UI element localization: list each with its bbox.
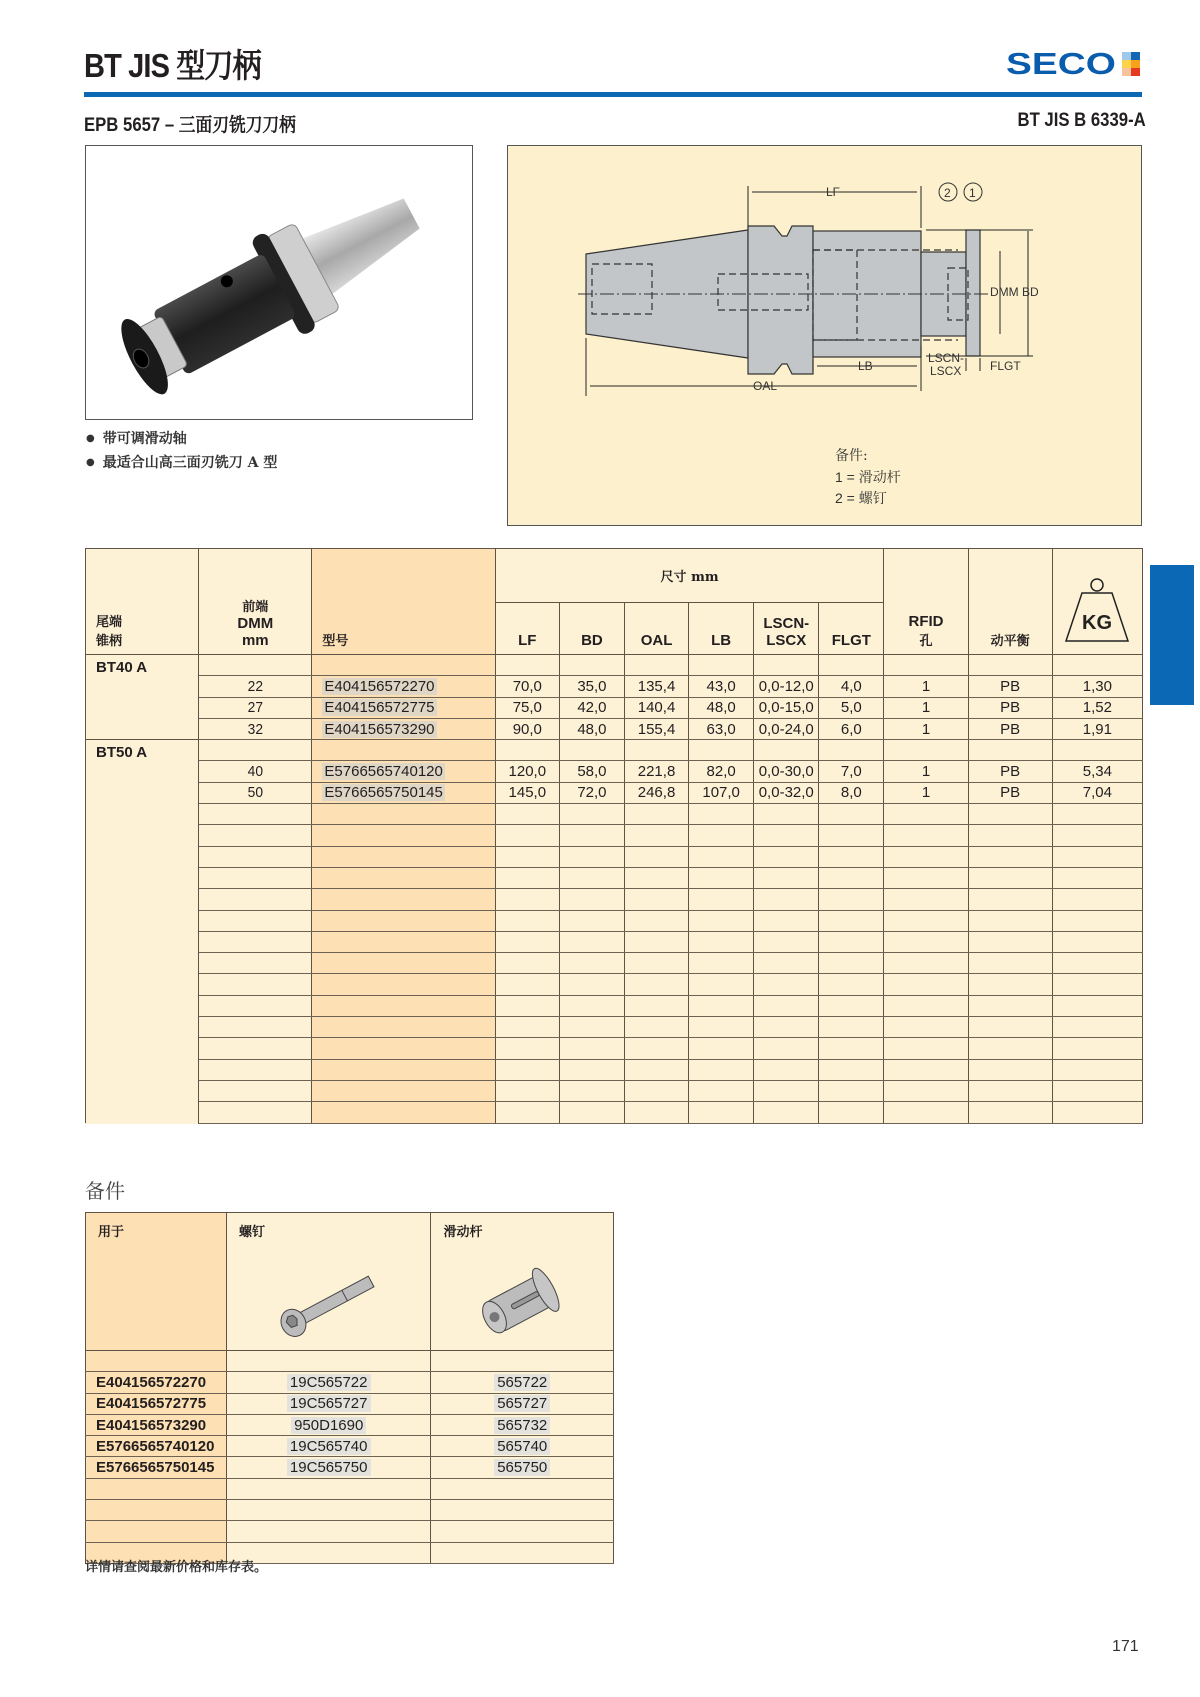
- callout-2: 2: [944, 186, 951, 200]
- dim-lf: LF: [826, 185, 841, 199]
- col-oal: OAL: [624, 603, 688, 655]
- empty-row: [86, 1080, 1143, 1101]
- feature-item: ● 最适合山高三面刃铣刀 A 型: [86, 452, 277, 476]
- dim-oal: OAL: [753, 379, 778, 393]
- page-title: BT JIS 型刀柄: [84, 47, 261, 84]
- accessories-table: [85, 1212, 614, 1564]
- product-photo: [85, 145, 473, 420]
- product-subtitle: EPB 5657 – 三面刃铣刀刀柄: [84, 115, 296, 136]
- brand-color-mark-icon: [1122, 52, 1140, 76]
- table-row[interactable]: E404156573290 950D1690 565732: [86, 1414, 614, 1435]
- empty-row: [86, 867, 1143, 888]
- empty-row: [86, 1017, 1143, 1038]
- empty-row: [86, 931, 1143, 952]
- col-code: 型号: [312, 549, 495, 655]
- toolholder-image-icon: [86, 146, 471, 418]
- page-number: 171: [1112, 1638, 1139, 1655]
- col-dmm: 前端 DMM mm: [199, 549, 312, 655]
- empty-row: [86, 910, 1143, 931]
- legend-item-1: 1 = 滑动杆: [835, 469, 901, 485]
- table-row[interactable]: E5766565750145 19C565750 565750: [86, 1457, 614, 1478]
- empty-row: [86, 995, 1143, 1016]
- empty-row: [86, 825, 1143, 846]
- table-row[interactable]: 50 E5766565750145 145,0 72,0 246,8 107,0 0,0-32,0 8,0 1 PB 7,04: [86, 782, 1143, 803]
- feature-item: ● 带可调滑动轴: [86, 428, 277, 452]
- product-code: E404156572775: [324, 699, 435, 717]
- toolholder-dimension-drawing-icon: [508, 146, 1140, 436]
- col-slide: 滑动杆: [431, 1213, 614, 1351]
- empty-row: [86, 1102, 1143, 1123]
- legend-heading: 备件:: [835, 448, 868, 464]
- col-lscn: LSCN- LSCX: [754, 603, 819, 655]
- col-lf: LF: [495, 603, 559, 655]
- section-tab: [1150, 565, 1194, 705]
- accessories-title: 备件: [85, 1179, 125, 1203]
- empty-row: [86, 1500, 614, 1521]
- group-row: [86, 740, 1143, 761]
- empty-row: [86, 804, 1143, 825]
- header-rule: [84, 92, 1142, 97]
- product-code: E404156572270: [324, 677, 435, 695]
- group-row: [86, 655, 1143, 676]
- col-group-dimensions: 尺寸 mm: [495, 549, 884, 603]
- empty-row: [86, 1521, 614, 1542]
- dim-dmm-bd: DMM BD: [990, 285, 1039, 299]
- empty-row: [86, 1351, 614, 1372]
- empty-row: [86, 889, 1143, 910]
- callout-1: 1: [969, 186, 976, 200]
- empty-row: [86, 1038, 1143, 1059]
- empty-row: [86, 1059, 1143, 1080]
- dim-lb: LB: [858, 359, 873, 373]
- table-row[interactable]: E404156572270 19C565722 565722: [86, 1372, 614, 1393]
- table-row[interactable]: 22 E404156572270 70,0 35,0 135,4 43,0 0,0-12,0 4,0 1 PB 1,30: [86, 676, 1143, 697]
- table-row[interactable]: E5766565740120 19C565740 565740: [86, 1436, 614, 1457]
- shank-group-label: BT40 A: [86, 655, 199, 740]
- feature-list: [86, 428, 277, 476]
- col-shank: 尾端 锥柄: [86, 549, 199, 655]
- weight-kg-icon: [1062, 575, 1132, 645]
- legend-item-2: 2 = 螺钉: [835, 490, 887, 506]
- shank-group-label: BT50 A: [86, 740, 199, 1123]
- svg-text:KG: KG: [1082, 612, 1113, 634]
- table-row[interactable]: 40 E5766565740120 120,0 58,0 221,8 82,0 0,0-30,0 7,0 1 PB 5,34: [86, 761, 1143, 782]
- screw-icon: [267, 1265, 387, 1345]
- empty-row: [86, 953, 1143, 974]
- dim-flgt: FLGT: [990, 359, 1021, 373]
- col-lb: LB: [689, 603, 754, 655]
- standard-label: BT JIS B 6339-A: [1017, 110, 1146, 131]
- col-flgt: FLGT: [819, 603, 884, 655]
- product-code: E5766565740120: [324, 763, 443, 781]
- table-row[interactable]: 32 E404156573290 90,0 48,0 155,4 63,0 0,0-24,0 6,0 1 PB 1,91: [86, 718, 1143, 739]
- table-row[interactable]: 27 E404156572775 75,0 42,0 140,4 48,0 0,0-15,0 5,0 1 PB 1,52: [86, 697, 1143, 718]
- technical-drawing: [507, 145, 1142, 526]
- product-table: [85, 548, 1143, 1124]
- footnote: 详情请查阅最新价格和库存表。: [85, 1560, 268, 1575]
- col-rfid: RFID 孔: [884, 549, 968, 655]
- col-screw: 螺钉: [226, 1213, 431, 1351]
- col-weight: [1052, 549, 1142, 655]
- seco-logo: [1006, 46, 1140, 82]
- sliding-rod-icon: [471, 1258, 571, 1348]
- col-for: 用于: [86, 1213, 227, 1351]
- brand-name: SECO: [1006, 46, 1116, 81]
- product-code: E5766565750145: [324, 784, 443, 802]
- empty-row: [86, 1478, 614, 1499]
- dim-lscx: LSCX: [930, 364, 962, 378]
- empty-row: [86, 974, 1143, 995]
- col-balance: 动平衡: [968, 549, 1052, 655]
- spare-parts-legend: [835, 446, 901, 509]
- product-code: E404156573290: [324, 720, 435, 738]
- table-row[interactable]: E404156572775 19C565727 565727: [86, 1393, 614, 1414]
- col-bd: BD: [559, 603, 624, 655]
- empty-row: [86, 846, 1143, 867]
- dim-lscn: LSCN-: [928, 351, 965, 365]
